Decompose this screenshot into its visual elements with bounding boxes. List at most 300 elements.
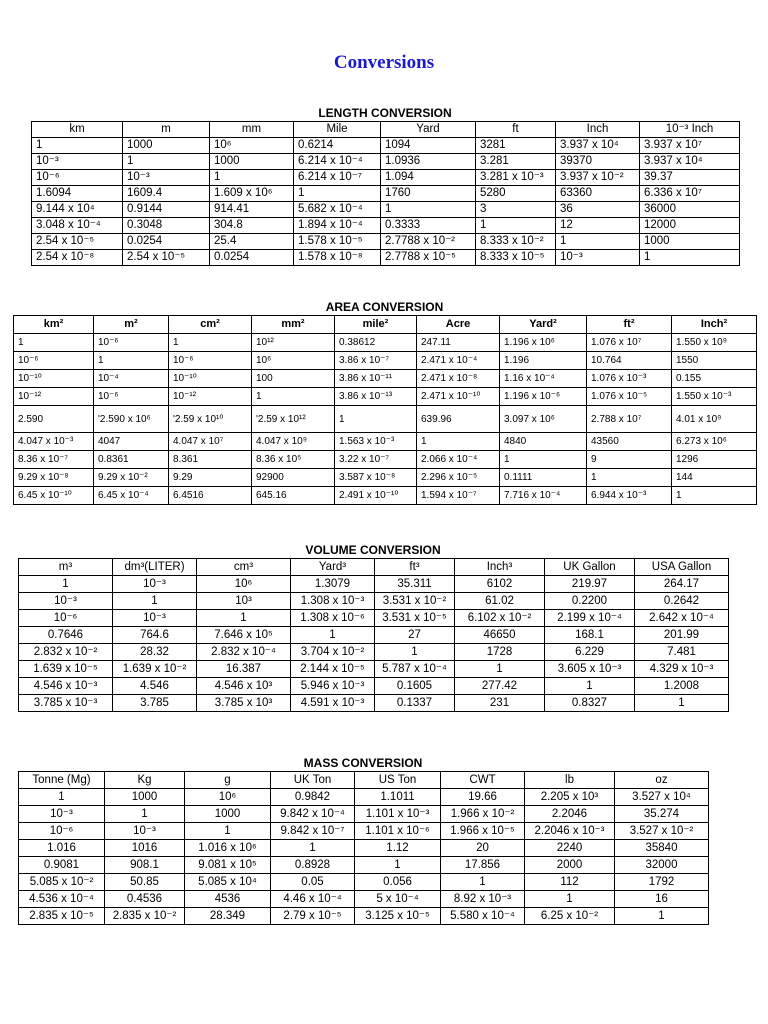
area-table-cell: 1296: [672, 451, 757, 469]
area-table-cell: 100: [252, 370, 335, 388]
area-table-cell: 10⁻¹⁰: [14, 370, 94, 388]
area-table-cell: 4047: [94, 433, 169, 451]
length-table-cell: 12: [556, 218, 640, 234]
area-table-cell: 645.16: [252, 487, 335, 505]
length-table-cell: 3.281: [476, 154, 556, 170]
mass-column-header: US Ton: [355, 772, 441, 789]
length-table-cell: 2.7788 x 10⁻²: [381, 234, 476, 250]
volume-table-cell: 2.642 x 10⁻⁴: [635, 610, 729, 627]
table-row: [32, 186, 740, 202]
area-table-cell: 6.45 x 10⁻¹⁰: [14, 487, 94, 505]
volume-column-header: USA Gallon: [635, 559, 729, 576]
mass-table-cell: 9.842 x 10⁻⁷: [271, 823, 355, 840]
area-table-cell: 144: [672, 469, 757, 487]
length-table-cell: 3.937 x 10⁴: [640, 154, 740, 170]
area-table-cell: 4840: [500, 433, 587, 451]
mass-table-cell: 2.2046: [525, 806, 615, 823]
area-column-header: ft²: [587, 316, 672, 334]
area-table-cell: 1: [672, 487, 757, 505]
area-table-cell: 2.471 x 10⁻⁴: [417, 352, 500, 370]
table-row: [19, 857, 709, 874]
volume-column-header: cm³: [197, 559, 291, 576]
area-table-cell: 0.38612: [335, 334, 417, 352]
length-table-cell: 10⁻³: [123, 170, 210, 186]
area-column-header: cm²: [169, 316, 252, 334]
volume-table-cell: 1: [291, 627, 375, 644]
length-conversion-section: [31, 106, 739, 266]
mass-table-cell: 3.125 x 10⁻⁵: [355, 908, 441, 925]
length-table-cell: 3.937 x 10⁴: [556, 138, 640, 154]
length-table-cell: 8.333 x 10⁻⁵: [476, 250, 556, 266]
area-table-cell: 1: [14, 334, 94, 352]
mass-table-cell: 20: [441, 840, 525, 857]
volume-table-cell: 2.144 x 10⁻⁵: [291, 661, 375, 678]
mass-table-cell: 5.580 x 10⁻⁴: [441, 908, 525, 925]
mass-table-cell: 1000: [185, 806, 271, 823]
table-row: [19, 661, 729, 678]
length-table-cell: 25.4: [210, 234, 294, 250]
length-table-cell: 914.41: [210, 202, 294, 218]
mass-table-cell: 32000: [615, 857, 709, 874]
mass-table-cell: 1.12: [355, 840, 441, 857]
length-table-cell: 3.281 x 10⁻³: [476, 170, 556, 186]
mass-table-cell: 2.79 x 10⁻⁵: [271, 908, 355, 925]
area-table-cell: 1: [335, 406, 417, 433]
mass-table-cell: 1: [185, 823, 271, 840]
mass-table-cell: 6.25 x 10⁻²: [525, 908, 615, 925]
volume-column-header: UK Gallon: [545, 559, 635, 576]
table-row: [32, 218, 740, 234]
mass-table-cell: 1.016: [19, 840, 105, 857]
mass-table-cell: 908.1: [105, 857, 185, 874]
volume-table-cell: 3.605 x 10⁻³: [545, 661, 635, 678]
length-table-cell: 10⁻⁶: [32, 170, 123, 186]
table-row: [19, 627, 729, 644]
volume-table-cell: 27: [375, 627, 455, 644]
area-column-header: mile²: [335, 316, 417, 334]
mass-column-header: UK Ton: [271, 772, 355, 789]
length-table-cell: 3.937 x 10⁷: [640, 138, 740, 154]
area-table-cell: 1.196: [500, 352, 587, 370]
volume-table-cell: 4.591 x 10⁻³: [291, 695, 375, 712]
area-column-header: Acre: [417, 316, 500, 334]
area-table-cell: 0.1111: [500, 469, 587, 487]
table-row: [19, 678, 729, 695]
area-table-cell: 0.155: [672, 370, 757, 388]
mass-conversion-section: [18, 756, 708, 925]
volume-table-cell: 1.308 x 10⁻³: [291, 593, 375, 610]
volume-table-cell: 168.1: [545, 627, 635, 644]
area-table-cell: 4.01 x 10⁹: [672, 406, 757, 433]
mass-table-cell: 112: [525, 874, 615, 891]
length-table-cell: 0.9144: [123, 202, 210, 218]
length-table-cell: 1.609 x 10⁶: [210, 186, 294, 202]
area-table-cell: 9.29 x 10⁻⁸: [14, 469, 94, 487]
volume-header-row: [19, 559, 729, 576]
area-column-header: m²: [94, 316, 169, 334]
length-table-cell: 1: [381, 202, 476, 218]
volume-table-cell: 0.2642: [635, 593, 729, 610]
table-row: [32, 154, 740, 170]
area-table-cell: 10⁻¹⁰: [169, 370, 252, 388]
mass-table-cell: 17.856: [441, 857, 525, 874]
volume-table-cell: 4.329 x 10⁻³: [635, 661, 729, 678]
volume-table-cell: 5.787 x 10⁻⁴: [375, 661, 455, 678]
mass-table-cell: 10⁶: [185, 789, 271, 806]
area-table-cell: 1550: [672, 352, 757, 370]
mass-table-cell: 5.085 x 10⁴: [185, 874, 271, 891]
area-table-cell: 10⁻⁶: [14, 352, 94, 370]
mass-table-cell: 16: [615, 891, 709, 908]
area-table-cell: 9.29: [169, 469, 252, 487]
mass-table-cell: 1.101 x 10⁻³: [355, 806, 441, 823]
area-table-cell: 10.764: [587, 352, 672, 370]
mass-table-cell: 1: [355, 857, 441, 874]
length-table-cell: 8.333 x 10⁻²: [476, 234, 556, 250]
length-table-cell: 1: [210, 170, 294, 186]
mass-table-cell: 2000: [525, 857, 615, 874]
volume-table-cell: 3.531 x 10⁻⁵: [375, 610, 455, 627]
length-conversion-table: [31, 121, 740, 266]
volume-table-cell: 1: [545, 678, 635, 695]
volume-table-cell: 46650: [455, 627, 545, 644]
area-table-cell: 639.96: [417, 406, 500, 433]
mass-table-cell: 1016: [105, 840, 185, 857]
volume-table-cell: 1: [19, 576, 113, 593]
area-table-cell: 10⁻⁶: [94, 388, 169, 406]
length-table-cell: 1000: [123, 138, 210, 154]
mass-table-cell: 3.527 x 10⁴: [615, 789, 709, 806]
mass-table-cell: 1: [19, 789, 105, 806]
area-table-cell: 7.716 x 10⁻⁴: [500, 487, 587, 505]
table-row: [14, 352, 757, 370]
length-table-cell: 2.54 x 10⁻⁵: [123, 250, 210, 266]
volume-table-cell: 1.3079: [291, 576, 375, 593]
mass-conversion-table: [18, 771, 709, 925]
area-table-cell: 6.45 x 10⁻⁴: [94, 487, 169, 505]
length-table-cell: 3281: [476, 138, 556, 154]
volume-table-cell: 1.639 x 10⁻²: [113, 661, 197, 678]
mass-conversion-title: MASS CONVERSION: [303, 756, 423, 770]
length-table-cell: 10⁻³: [556, 250, 640, 266]
volume-table-cell: 10⁻⁶: [19, 610, 113, 627]
volume-conversion-table: [18, 558, 729, 712]
length-table-cell: 3.048 x 10⁻⁴: [32, 218, 123, 234]
volume-table-cell: 3.785: [113, 695, 197, 712]
volume-table-cell: 1.639 x 10⁻⁵: [19, 661, 113, 678]
area-table-cell: 3.86 x 10⁻¹³: [335, 388, 417, 406]
length-conversion-title: LENGTH CONVERSION: [318, 106, 452, 120]
volume-table-cell: 6102: [455, 576, 545, 593]
area-conversion-title: AREA CONVERSION: [325, 300, 444, 314]
length-table-cell: 36: [556, 202, 640, 218]
length-table-cell: 1.578 x 10⁻⁸: [294, 250, 381, 266]
area-table-cell: 2.491 x 10⁻¹⁰: [335, 487, 417, 505]
length-table-cell: 2.54 x 10⁻⁸: [32, 250, 123, 266]
length-table-cell: 1609.4: [123, 186, 210, 202]
length-column-header: mm: [210, 122, 294, 138]
area-table-cell: 1.076 x 10⁻⁵: [587, 388, 672, 406]
area-conversion-section: [13, 300, 756, 505]
table-row: [14, 334, 757, 352]
length-table-cell: 1760: [381, 186, 476, 202]
page-title: Conversions: [333, 52, 435, 73]
volume-table-cell: 264.17: [635, 576, 729, 593]
mass-table-cell: 2240: [525, 840, 615, 857]
area-table-cell: 6.944 x 10⁻³: [587, 487, 672, 505]
mass-table-cell: 1.966 x 10⁻²: [441, 806, 525, 823]
mass-table-cell: 1.016 x 10⁶: [185, 840, 271, 857]
length-table-cell: 1: [123, 154, 210, 170]
area-table-cell: 10⁻⁶: [169, 352, 252, 370]
length-table-cell: 39370: [556, 154, 640, 170]
table-row: [19, 891, 709, 908]
table-row: [32, 138, 740, 154]
length-table-cell: 1.894 x 10⁻⁴: [294, 218, 381, 234]
volume-table-cell: 3.704 x 10⁻²: [291, 644, 375, 661]
volume-column-header: Inch³: [455, 559, 545, 576]
table-row: [14, 469, 757, 487]
volume-table-cell: 7.481: [635, 644, 729, 661]
volume-table-cell: 219.97: [545, 576, 635, 593]
mass-table-cell: 50.85: [105, 874, 185, 891]
mass-table-cell: 2.2046 x 10⁻³: [525, 823, 615, 840]
area-table-cell: 4.047 x 10⁻³: [14, 433, 94, 451]
mass-table-cell: 28.349: [185, 908, 271, 925]
area-table-cell: 1: [169, 334, 252, 352]
mass-column-header: lb: [525, 772, 615, 789]
area-table-cell: 1.16 x 10⁻⁴: [500, 370, 587, 388]
table-row: [19, 695, 729, 712]
length-table-cell: 36000: [640, 202, 740, 218]
length-table-cell: 1: [32, 138, 123, 154]
length-table-cell: 5.682 x 10⁻⁴: [294, 202, 381, 218]
table-row: [32, 202, 740, 218]
mass-table-cell: 1000: [105, 789, 185, 806]
length-column-header: ft: [476, 122, 556, 138]
length-table-cell: 1.0936: [381, 154, 476, 170]
volume-table-cell: 1.2008: [635, 678, 729, 695]
area-table-cell: 9: [587, 451, 672, 469]
volume-table-cell: 764.6: [113, 627, 197, 644]
length-table-cell: 1: [476, 218, 556, 234]
mass-column-header: g: [185, 772, 271, 789]
volume-table-cell: 0.1337: [375, 695, 455, 712]
volume-column-header: dm³(LITER): [113, 559, 197, 576]
volume-table-cell: 4.546 x 10⁻³: [19, 678, 113, 695]
table-row: [32, 170, 740, 186]
length-table-cell: 0.3333: [381, 218, 476, 234]
mass-table-cell: 2.835 x 10⁻²: [105, 908, 185, 925]
area-table-cell: 43560: [587, 433, 672, 451]
table-row: [32, 250, 740, 266]
length-table-cell: 1: [294, 186, 381, 202]
length-table-cell: 0.0254: [210, 250, 294, 266]
mass-table-cell: 1: [105, 806, 185, 823]
volume-table-cell: 61.02: [455, 593, 545, 610]
length-table-cell: 1094: [381, 138, 476, 154]
area-table-cell: 3.587 x 10⁻⁸: [335, 469, 417, 487]
volume-table-cell: 10⁻³: [113, 576, 197, 593]
table-row: [19, 908, 709, 925]
mass-table-cell: 4.46 x 10⁻⁴: [271, 891, 355, 908]
area-column-header: mm²: [252, 316, 335, 334]
area-table-cell: 2.590: [14, 406, 94, 433]
mass-table-cell: 0.056: [355, 874, 441, 891]
table-row: [14, 433, 757, 451]
mass-table-cell: 5.085 x 10⁻²: [19, 874, 105, 891]
mass-table-cell: 35840: [615, 840, 709, 857]
mass-table-cell: 0.05: [271, 874, 355, 891]
table-row: [19, 576, 729, 593]
mass-table-cell: 1.966 x 10⁻⁵: [441, 823, 525, 840]
mass-table-cell: 0.9842: [271, 789, 355, 806]
volume-table-cell: 1: [375, 644, 455, 661]
area-table-cell: 3.86 x 10⁻¹¹: [335, 370, 417, 388]
volume-table-cell: 3.785 x 10⁻³: [19, 695, 113, 712]
mass-table-cell: 1.1011: [355, 789, 441, 806]
length-column-header: 10⁻³ Inch: [640, 122, 740, 138]
length-table-cell: 10⁻³: [32, 154, 123, 170]
volume-table-cell: 10⁻³: [19, 593, 113, 610]
volume-table-cell: 10⁶: [197, 576, 291, 593]
mass-table-cell: 35.274: [615, 806, 709, 823]
area-table-cell: 1: [417, 433, 500, 451]
mass-table-cell: 1: [615, 908, 709, 925]
area-table-cell: 1.594 x 10⁻⁷: [417, 487, 500, 505]
area-table-cell: 2.296 x 10⁻⁵: [417, 469, 500, 487]
length-table-cell: 2.54 x 10⁻⁵: [32, 234, 123, 250]
mass-column-header: Tonne (Mg): [19, 772, 105, 789]
mass-column-header: oz: [615, 772, 709, 789]
mass-table-cell: 0.8928: [271, 857, 355, 874]
volume-table-cell: 7.646 x 10⁵: [197, 627, 291, 644]
volume-table-cell: 2.832 x 10⁻⁴: [197, 644, 291, 661]
table-row: [19, 874, 709, 891]
area-table-cell: 8.361: [169, 451, 252, 469]
table-row: [14, 487, 757, 505]
area-table-cell: 2.471 x 10⁻⁸: [417, 370, 500, 388]
mass-table-cell: 10⁻⁶: [19, 823, 105, 840]
length-table-cell: 3.937 x 10⁻²: [556, 170, 640, 186]
area-conversion-table: [13, 315, 757, 505]
area-table-cell: 2.066 x 10⁻⁴: [417, 451, 500, 469]
volume-conversion-title: VOLUME CONVERSION: [305, 543, 441, 557]
volume-table-cell: 231: [455, 695, 545, 712]
length-table-cell: 10⁶: [210, 138, 294, 154]
volume-table-cell: 201.99: [635, 627, 729, 644]
area-table-cell: 1: [94, 352, 169, 370]
mass-table-cell: 19.66: [441, 789, 525, 806]
length-column-header: Inch: [556, 122, 640, 138]
area-table-cell: 1.076 x 10⁻³: [587, 370, 672, 388]
length-column-header: Mile: [294, 122, 381, 138]
volume-conversion-section: [18, 543, 728, 712]
mass-table-cell: 1: [525, 891, 615, 908]
length-table-cell: 0.6214: [294, 138, 381, 154]
area-column-header: km²: [14, 316, 94, 334]
length-table-cell: 0.3048: [123, 218, 210, 234]
area-header-row: [14, 316, 757, 334]
mass-table-cell: 10⁻³: [105, 823, 185, 840]
area-column-header: Inch²: [672, 316, 757, 334]
mass-table-cell: 0.4536: [105, 891, 185, 908]
table-row: [19, 823, 709, 840]
area-table-cell: 1.563 x 10⁻³: [335, 433, 417, 451]
area-table-cell: 4.047 x 10⁹: [252, 433, 335, 451]
length-table-cell: 12000: [640, 218, 740, 234]
length-table-cell: 3: [476, 202, 556, 218]
volume-table-cell: 277.42: [455, 678, 545, 695]
area-table-cell: 8.36 x 10⁻⁷: [14, 451, 94, 469]
length-column-header: m: [123, 122, 210, 138]
table-row: [19, 840, 709, 857]
length-table-cell: 0.0254: [123, 234, 210, 250]
volume-table-cell: 1.308 x 10⁻⁶: [291, 610, 375, 627]
volume-table-cell: 2.832 x 10⁻²: [19, 644, 113, 661]
volume-table-cell: 6.102 x 10⁻²: [455, 610, 545, 627]
area-table-cell: 10⁻⁴: [94, 370, 169, 388]
mass-table-cell: 8.92 x 10⁻³: [441, 891, 525, 908]
length-table-cell: 1000: [210, 154, 294, 170]
area-table-cell: 10¹²: [252, 334, 335, 352]
area-table-cell: 1: [252, 388, 335, 406]
volume-table-cell: 10⁻³: [113, 610, 197, 627]
table-row: [19, 789, 709, 806]
area-table-cell: 4.047 x 10⁷: [169, 433, 252, 451]
mass-table-cell: 1: [271, 840, 355, 857]
volume-table-cell: 16.387: [197, 661, 291, 678]
table-row: [14, 451, 757, 469]
volume-table-cell: 2.199 x 10⁻⁴: [545, 610, 635, 627]
length-table-cell: 9.144 x 10⁴: [32, 202, 123, 218]
area-column-header: Yard²: [500, 316, 587, 334]
area-table-cell: 3.86 x 10⁻⁷: [335, 352, 417, 370]
volume-table-cell: 1: [113, 593, 197, 610]
area-table-cell: 1: [500, 451, 587, 469]
volume-column-header: m³: [19, 559, 113, 576]
length-table-cell: 6.336 x 10⁷: [640, 186, 740, 202]
volume-table-cell: 1: [197, 610, 291, 627]
area-table-cell: 6.4516: [169, 487, 252, 505]
table-row: [19, 610, 729, 627]
volume-table-cell: 35.311: [375, 576, 455, 593]
mass-column-header: Kg: [105, 772, 185, 789]
mass-table-cell: 0.9081: [19, 857, 105, 874]
mass-table-cell: 2.835 x 10⁻⁵: [19, 908, 105, 925]
area-table-cell: 1.196 x 10⁶: [500, 334, 587, 352]
length-table-cell: 6.214 x 10⁻⁴: [294, 154, 381, 170]
mass-header-row: [19, 772, 709, 789]
mass-table-cell: 1: [441, 874, 525, 891]
volume-table-cell: 10³: [197, 593, 291, 610]
volume-table-cell: 0.7646: [19, 627, 113, 644]
mass-table-cell: 4536: [185, 891, 271, 908]
volume-table-cell: 0.8327: [545, 695, 635, 712]
area-table-cell: 10⁻¹²: [14, 388, 94, 406]
volume-table-cell: 1728: [455, 644, 545, 661]
mass-table-cell: 5 x 10⁻⁴: [355, 891, 441, 908]
mass-table-cell: 1792: [615, 874, 709, 891]
volume-table-cell: 0.2200: [545, 593, 635, 610]
volume-table-cell: 6.229: [545, 644, 635, 661]
area-table-cell: '2.590 x 10⁶: [94, 406, 169, 433]
area-table-cell: 3.097 x 10⁶: [500, 406, 587, 433]
table-row: [14, 370, 757, 388]
length-table-cell: 1.578 x 10⁻⁵: [294, 234, 381, 250]
mass-table-cell: 3.527 x 10⁻²: [615, 823, 709, 840]
area-table-cell: 1: [587, 469, 672, 487]
